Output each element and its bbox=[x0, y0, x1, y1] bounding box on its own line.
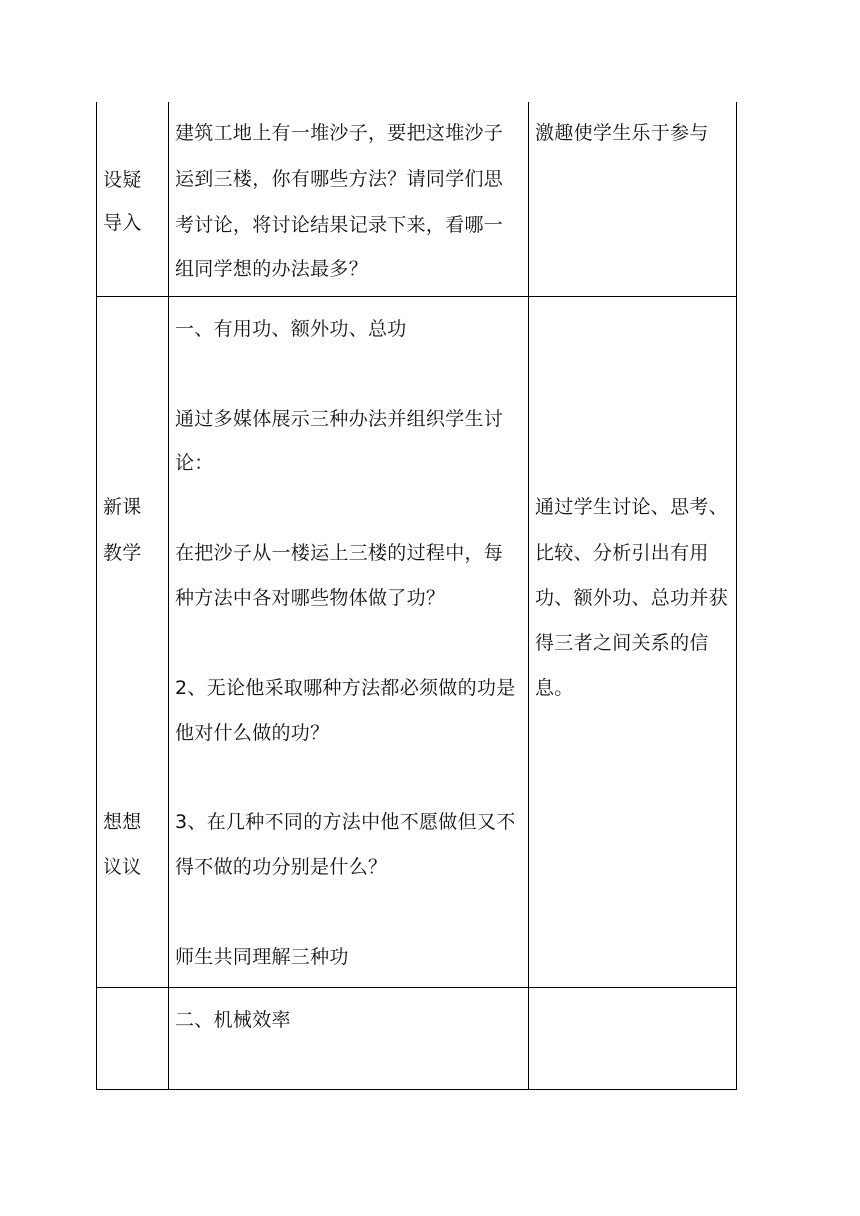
content-line: 二、机械效率 bbox=[175, 1009, 291, 1031]
column-divider-2 bbox=[528, 102, 529, 1090]
content-line: 种方法中各对哪些物体做了功？ bbox=[175, 587, 446, 609]
intent-line: 得三者之间关系的信 bbox=[535, 632, 709, 654]
intent-line: 息。 bbox=[535, 677, 574, 699]
row-divider-2 bbox=[96, 987, 737, 988]
content-line: 一、有用功、额外功、总功 bbox=[175, 318, 407, 340]
intent-line: 功、额外功、总功并获 bbox=[535, 587, 729, 609]
intent-line: 激趣使学生乐于参与 bbox=[535, 122, 709, 144]
content-line: 3、在几种不同的方法中他不愿做但又不 bbox=[175, 811, 516, 833]
content-line: 师生共同理解三种功 bbox=[175, 946, 349, 968]
content-line: 在把沙子从一楼运上三楼的过程中，每 bbox=[175, 542, 504, 564]
content-line: 得不做的功分别是什么？ bbox=[175, 856, 388, 878]
content-line: 运到三楼，你有哪些方法？请同学们思 bbox=[175, 168, 504, 190]
content-line: 考讨论，将讨论结果记录下来，看哪一 bbox=[175, 214, 504, 236]
table-border-right bbox=[736, 102, 737, 1090]
content-line: 论： bbox=[175, 452, 214, 474]
stage-label: 导入 bbox=[103, 212, 142, 234]
stage-label: 想想 bbox=[103, 811, 142, 833]
intent-line: 通过学生讨论、思考、 bbox=[535, 496, 729, 518]
table-border-left bbox=[96, 102, 97, 1090]
content-line: 2、无论他采取哪种方法都必须做的功是 bbox=[175, 677, 516, 699]
stage-label: 教学 bbox=[103, 542, 142, 564]
stage-label: 新课 bbox=[103, 496, 142, 518]
intent-line: 比较、分析引出有用 bbox=[535, 542, 709, 564]
stage-label: 设疑 bbox=[103, 169, 142, 191]
column-divider-1 bbox=[168, 102, 169, 1090]
row-divider-1 bbox=[96, 296, 737, 297]
content-line: 建筑工地上有一堆沙子，要把这堆沙子 bbox=[175, 122, 504, 144]
content-line: 他对什么做的功？ bbox=[175, 722, 330, 744]
content-line: 通过多媒体展示三种办法并组织学生讨 bbox=[175, 408, 504, 430]
stage-label: 议议 bbox=[103, 856, 142, 878]
table-border-bottom bbox=[96, 1089, 737, 1090]
content-line: 组同学想的办法最多？ bbox=[175, 258, 369, 280]
